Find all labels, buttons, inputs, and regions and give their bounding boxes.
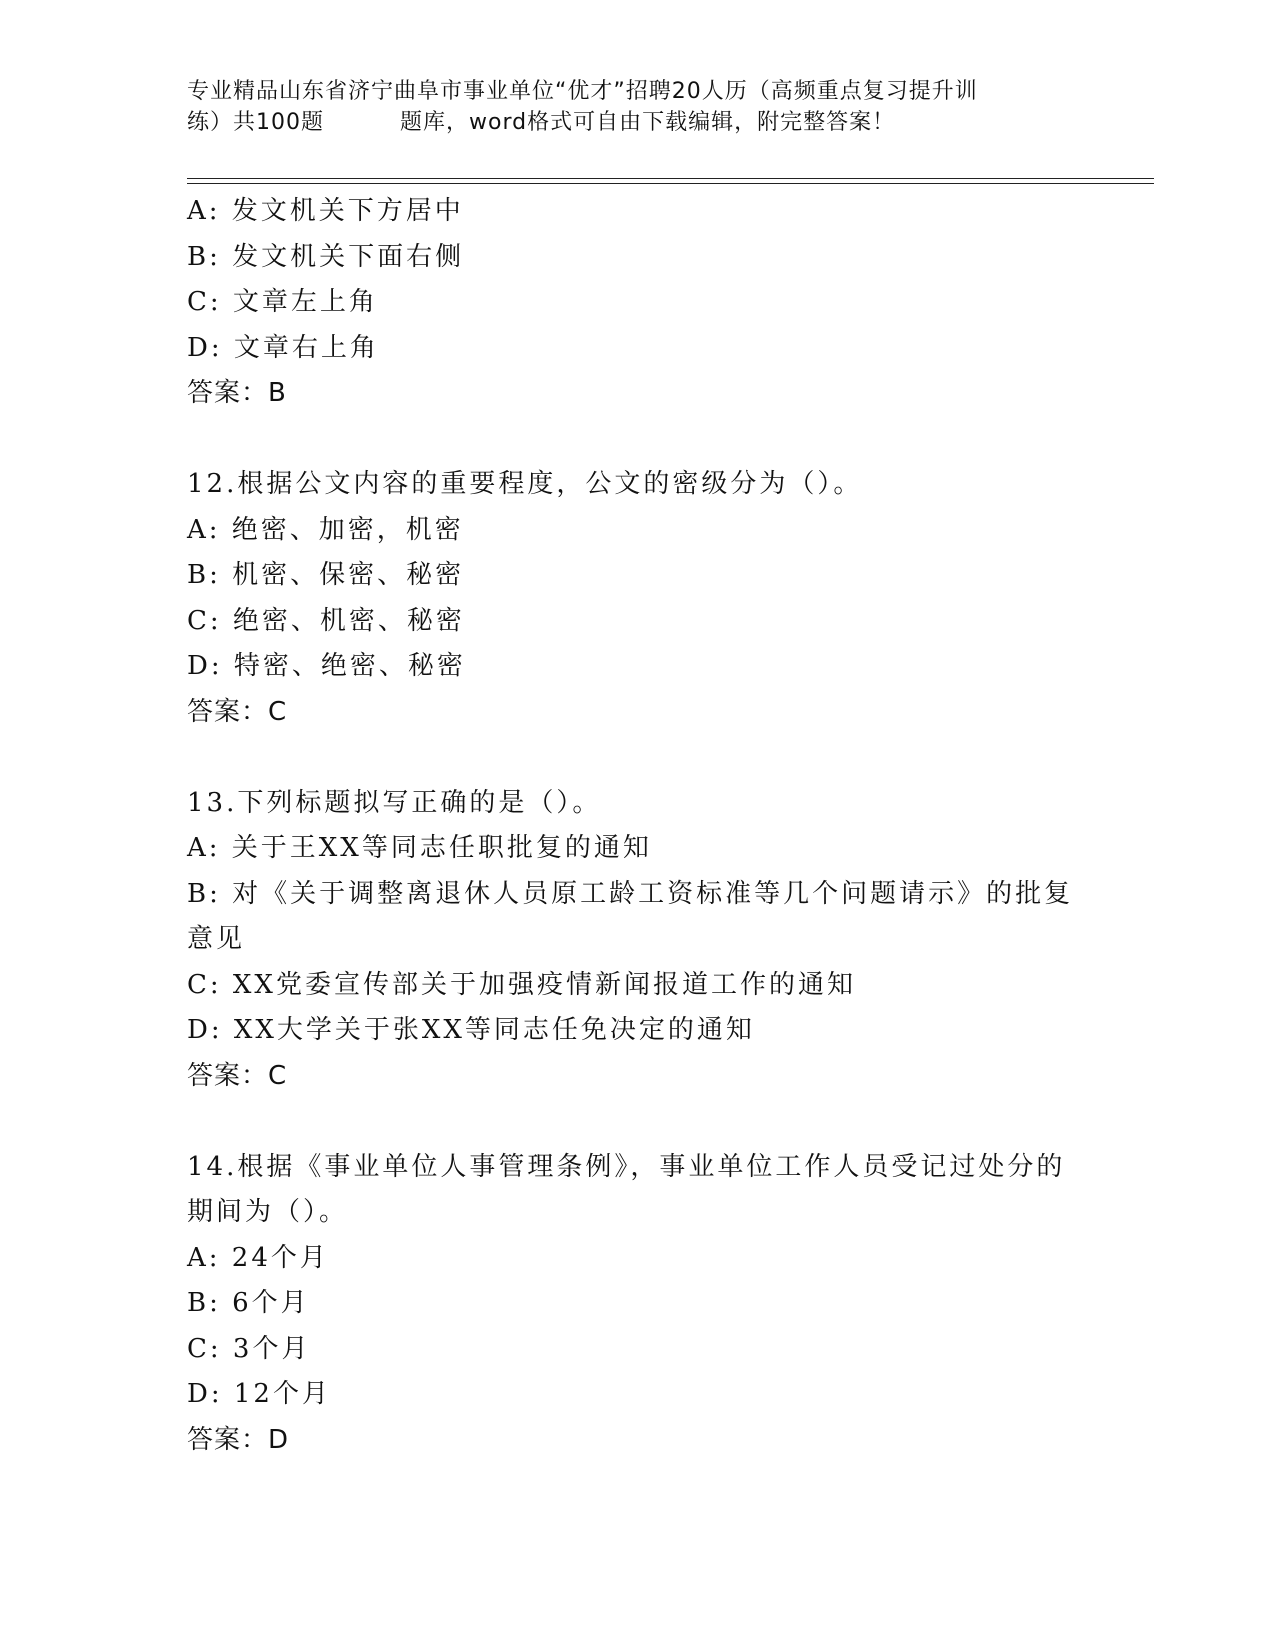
option-c: C: XX党委宣传部关于加强疫情新闻报道工作的通知 [187,969,856,1000]
header-gap [324,107,400,138]
option-b: B: 对《关于调整离退休人员原工龄工资标准等几个问题请示》的批复意见 [187,878,1074,954]
question-11-block [187,189,1087,417]
header-line-2-start: 练）共100题 [187,110,324,135]
option-d: D: 特密、绝密、秘密 [187,651,466,681]
answer-label: 答案：C [187,696,288,727]
option-b: B: 6个月 [187,1288,310,1318]
document-header [187,76,1087,138]
question-14-block [187,1145,1087,1464]
header-line-2-end: 题库，word格式可自由下载编辑，附完整答案！ [400,110,896,135]
question-12-block [187,462,1087,735]
question-stem: 14.根据《事业单位人事管理条例》，事业单位工作人员受记过处分的期间为（）。 [187,1151,1066,1227]
question-spacer [187,735,1087,781]
option-d: D: 12个月 [187,1379,331,1409]
option-a: A: 关于王XX等同志任职批复的通知 [187,833,652,863]
question-stem: 13.下列标题拟写正确的是（）。 [187,787,602,818]
answer-label: 答案：B [187,378,287,408]
option-c: C: 文章左上角 [187,287,378,317]
header-divider-bottom [187,183,1154,184]
option-b: B: 发文机关下面右侧 [187,241,465,272]
header-line-2 [187,107,1087,138]
question-stem: 12.根据公文内容的重要程度，公文的密级分为（）。 [187,469,863,499]
question-spacer [187,417,1087,463]
header-divider-top [187,178,1154,179]
question-13-block [187,781,1087,1100]
answer-label: 答案：C [187,1060,288,1091]
question-spacer [187,1099,1087,1145]
option-a: A: 发文机关下方居中 [187,196,464,226]
header-line-1: 专业精品山东省济宁曲阜市事业单位“优才”招聘20人历（高频重点复习提升训 [187,79,978,104]
option-c: C: 3个月 [187,1333,311,1364]
option-d: D: 文章右上角 [187,332,379,363]
option-a: A: 绝密、加密，机密 [187,514,464,545]
question-list [187,189,1087,1463]
option-d: D: XX大学关于张XX等同志任免决定的通知 [187,1015,755,1045]
option-a: A: 24个月 [187,1242,329,1273]
option-b: B: 机密、保密、秘密 [187,560,465,590]
option-c: C: 绝密、机密、秘密 [187,605,465,636]
answer-label: 答案：D [187,1424,290,1455]
